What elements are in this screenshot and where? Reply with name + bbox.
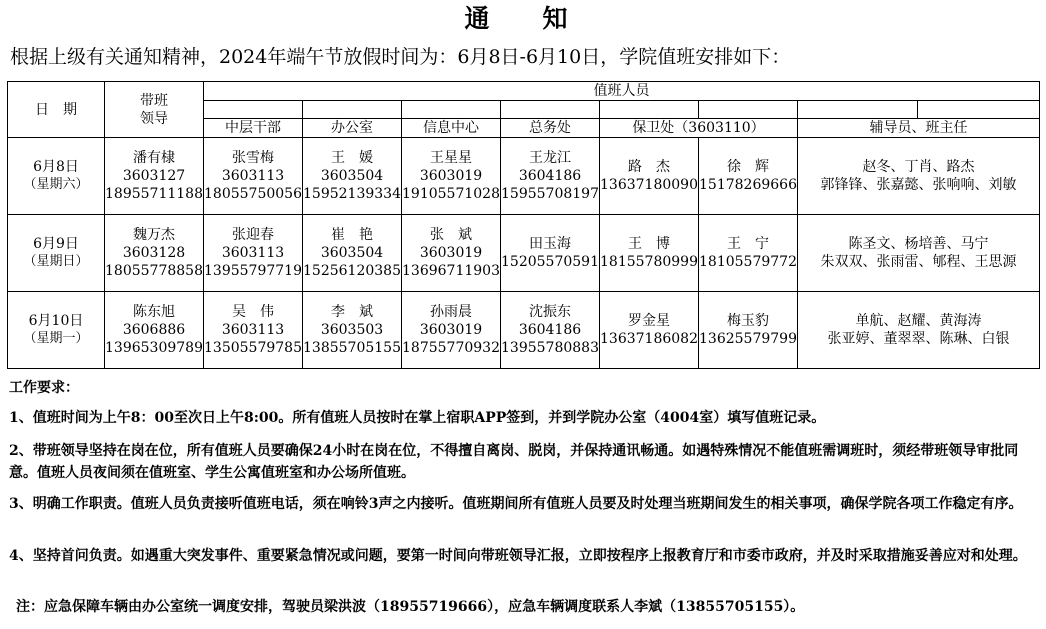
mid-level-cell: 张雪梅 3603113 18055750056 — [204, 138, 303, 215]
office-cell: 李 斌 3603503 13855705155 — [303, 292, 402, 369]
leader-cell: 魏万杰 3603128 18055778858 — [105, 215, 204, 292]
header-leader-line1: 带班 — [140, 92, 168, 109]
requirement-item-3: 3、明确工作职责。值班人员负责接听值班电话，须在响铃3声之内接听。值班期间所有值班人员要及时处理当班期间发生的相关事项，确保学院各项工作稳定有序。 — [9, 496, 1023, 512]
info-center-cell: 孙雨晨 3603019 18755770932 — [402, 292, 501, 369]
header-general-affairs: 总务处 — [501, 119, 600, 138]
counselors-cell: 单航、赵耀、黄海涛 张亚婷、董翠翠、陈琳、白银 — [798, 292, 1040, 369]
header-security: 保卫处（3603110） — [600, 119, 798, 138]
counselors-cell: 赵冬、丁肖、路杰 郭锋锋、张嘉懿、张响响、刘敏 — [798, 138, 1040, 215]
security-cell-2: 徐 辉 15178269666 — [699, 138, 798, 215]
header-info-center: 信息中心 — [402, 119, 501, 138]
vehicle-note: 注：应急保障车辆由办公室统一调度安排，驾驶员梁洪波（18955719666），应急车辆调度联系人李斌（13855705155）。 — [16, 599, 805, 615]
notice-title: 通 知 — [464, 4, 582, 33]
table-row — [8, 138, 1040, 215]
office-cell: 王 媛 3603504 15952139334 — [303, 138, 402, 215]
general-affairs-cell: 田玉海 15205570591 — [501, 215, 600, 292]
duty-schedule-table — [7, 81, 1040, 369]
header-duty-staff: 值班人员 — [204, 82, 1040, 101]
info-center-cell: 张 斌 3603019 13696711903 — [402, 215, 501, 292]
header-leader — [105, 82, 204, 138]
header-date: 日 期 — [8, 82, 105, 138]
security-cell-1: 路 杰 13637180090 — [600, 138, 699, 215]
header-counselors: 辅导员、班主任 — [798, 119, 1040, 138]
mid-level-cell: 吴 伟 3603113 13505579785 — [204, 292, 303, 369]
security-cell-1: 王 博 18155780999 — [600, 215, 699, 292]
info-center-cell: 王星星 3603019 19105571028 — [402, 138, 501, 215]
header-leader-line2: 领导 — [140, 110, 168, 127]
security-cell-1: 罗金星 13637186082 — [600, 292, 699, 369]
counselors-cell: 陈圣文、杨培善、马宁 朱双双、张雨雷、郇程、王思源 — [798, 215, 1040, 292]
office-cell: 崔 艳 3603504 15256120385 — [303, 215, 402, 292]
leader-cell: 潘有棣 3603127 18955711188 — [105, 138, 204, 215]
table-row — [8, 292, 1040, 369]
requirements-title: 工作要求： — [9, 380, 79, 396]
date-cell: 6月9日 （星期日） — [8, 215, 105, 292]
general-affairs-cell: 沈振东 3604186 13955780883 — [501, 292, 600, 369]
general-affairs-cell: 王龙江 3604186 15955708197 — [501, 138, 600, 215]
header-mid-level: 中层干部 — [204, 119, 303, 138]
requirement-item-4: 4、坚持首问负责。如遇重大突发事件、重要紧急情况或问题，要第一时间向带班领导汇报，立即按程序上报教育厅和市委市政府，并及时采取措施妥善应对和处理。 — [9, 548, 1027, 564]
date-cell: 6月8日 （星期六） — [8, 138, 105, 215]
security-cell-2: 梅玉豹 13625579799 — [699, 292, 798, 369]
security-cell-2: 王 宁 18105579772 — [699, 215, 798, 292]
header-office: 办公室 — [303, 119, 402, 138]
leader-cell: 陈东旭 3606886 13965309789 — [105, 292, 204, 369]
intro-text: 根据上级有关通知精神，2024年端午节放假时间为：6月8日-6月10日，学院值班安排如下： — [10, 46, 791, 68]
requirement-item-1: 1、值班时间为上午8：00至次日上午8:00。所有值班人员按时在掌上宿职APP签到，并到学院办公室（4004室）填写值班记录。 — [9, 410, 826, 426]
mid-level-cell: 张迎春 3603113 13955797719 — [204, 215, 303, 292]
date-cell: 6月10日 （星期一） — [8, 292, 105, 369]
requirement-item-2: 2、带班领导坚持在岗在位，所有值班人员要确保24小时在岗在位，不得擅自离岗、脱岗，并保持通讯畅通。如遇特殊情况不能值班需调班时，须经带班领导审批同意。值班人员夜间须在值班室、学生公寓值班室和办公场所值班。 — [9, 443, 1019, 481]
table-row — [8, 215, 1040, 292]
